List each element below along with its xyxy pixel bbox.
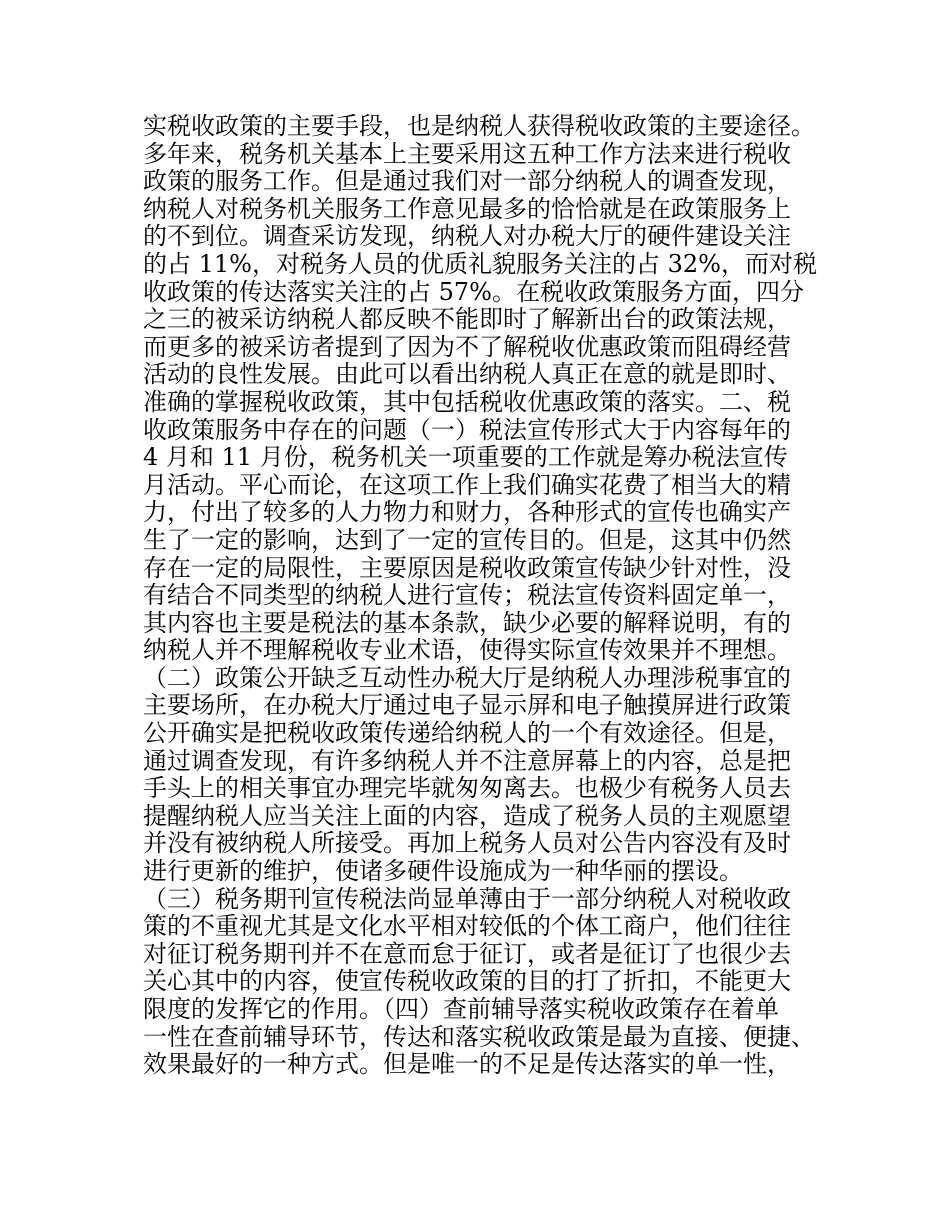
text-line: 对征订税务期刊并不在意而怠于征订，或者是征订了也很少去 (143, 939, 791, 968)
text-line: 一性在查前辅导环节，传达和落实税收政策是最为直接、便捷、 (143, 1022, 815, 1051)
text-line: 有结合不同类型的纳税人进行宣传；税法宣传资料固定单一， (143, 581, 791, 610)
text-line: 而更多的被采访者提到了因为不了解税收优惠政策而阻碍经营 (143, 332, 791, 361)
text-line: 关心其中的内容，使宣传税收政策的目的打了折扣，不能更大 (143, 967, 791, 996)
text-line: 策的不重视尤其是文化水平相对较低的个体工商户，他们往往 (143, 912, 791, 941)
text-line: 公开确实是把税收政策传递给纳税人的一个有效途径。但是， (143, 719, 791, 748)
text-line: 其内容也主要是税法的基本条款，缺少必要的解释说明，有的 (143, 608, 791, 637)
text-line: 之三的被采访纳税人都反映不能即时了解新出台的政策法规， (143, 305, 791, 334)
text-line: 生了一定的影响，达到了一定的宣传目的。但是，这其中仍然 (143, 525, 791, 554)
text-line: 力，付出了较多的人力物力和财力，各种形式的宣传也确实产 (143, 498, 791, 527)
text-line: 月活动。平心而论，在这项工作上我们确实花费了相当大的精 (143, 470, 791, 499)
text-line: 存在一定的局限性，主要原因是税收政策宣传缺少针对性，没 (143, 553, 791, 582)
text-line: 限度的发挥它的作用。（四）查前辅导落实税收政策存在着单 (143, 995, 779, 1023)
text-line: 纳税人对税务机关服务工作意见最多的恰恰就是在政策服务上 (143, 194, 791, 223)
text-line: 的不到位。调查采访发现，纳税人对办税大厅的硬件建设关注 (143, 222, 791, 251)
text-line: （二）政策公开缺乏互动性办税大厅是纳税人办理涉税事宜的 (143, 663, 791, 692)
text-line: 4 月和 11 月份，税务机关一项重要的工作就是筹办税法宣传 (143, 443, 788, 472)
text-line: 通过调查发现，有许多纳税人并不注意屏幕上的内容，总是把 (143, 746, 791, 775)
text-line: 效果最好的一种方式。但是唯一的不足是传达落实的单一性， (143, 1050, 791, 1079)
text-line: 活动的良性发展。由此可以看出纳税人真正在意的就是即时、 (143, 360, 791, 389)
text-line: 多年来，税务机关基本上主要采用这五种工作方法来进行税收 (143, 139, 791, 168)
text-line: 纳税人并不理解税收专业术语，使得实际宣传效果并不理想。 (143, 636, 791, 665)
text-line: 提醒纳税人应当关注上面的内容，造成了税务人员的主观愿望 (143, 801, 791, 830)
text-line: 手头上的相关事宜办理完毕就匆匆离去。也极少有税务人员去 (143, 774, 791, 803)
text-line: 实税收政策的主要手段，也是纳税人获得税收政策的主要途径。 (143, 112, 815, 140)
text-line: （三）税务期刊宣传税法尚显单薄由于一部分纳税人对税收政 (143, 884, 791, 913)
text-line: 政策的服务工作。但是通过我们对一部分纳税人的调查发现， (143, 167, 791, 196)
text-line: 的占 11%，对税务人员的优质礼貌服务关注的占 32%，而对税 (143, 249, 817, 278)
text-line: 收政策的传达落实关注的占 57%。在税收政策服务方面，四分 (143, 277, 804, 306)
body-text (143, 113, 823, 1079)
text-line: 准确的掌握税收政策，其中包括税收优惠政策的落实。二、税 (143, 387, 791, 416)
text-line: 收政策服务中存在的问题（一）税法宣传形式大于内容每年的 (143, 415, 791, 444)
text-line: 主要场所，在办税大厅通过电子显示屏和电子触摸屏进行政策 (143, 691, 791, 720)
text-line: 进行更新的维护，使诸多硬件设施成为一种华丽的摆设。 (143, 857, 743, 886)
text-line: 并没有被纳税人所接受。再加上税务人员对公告内容没有及时 (143, 829, 791, 858)
